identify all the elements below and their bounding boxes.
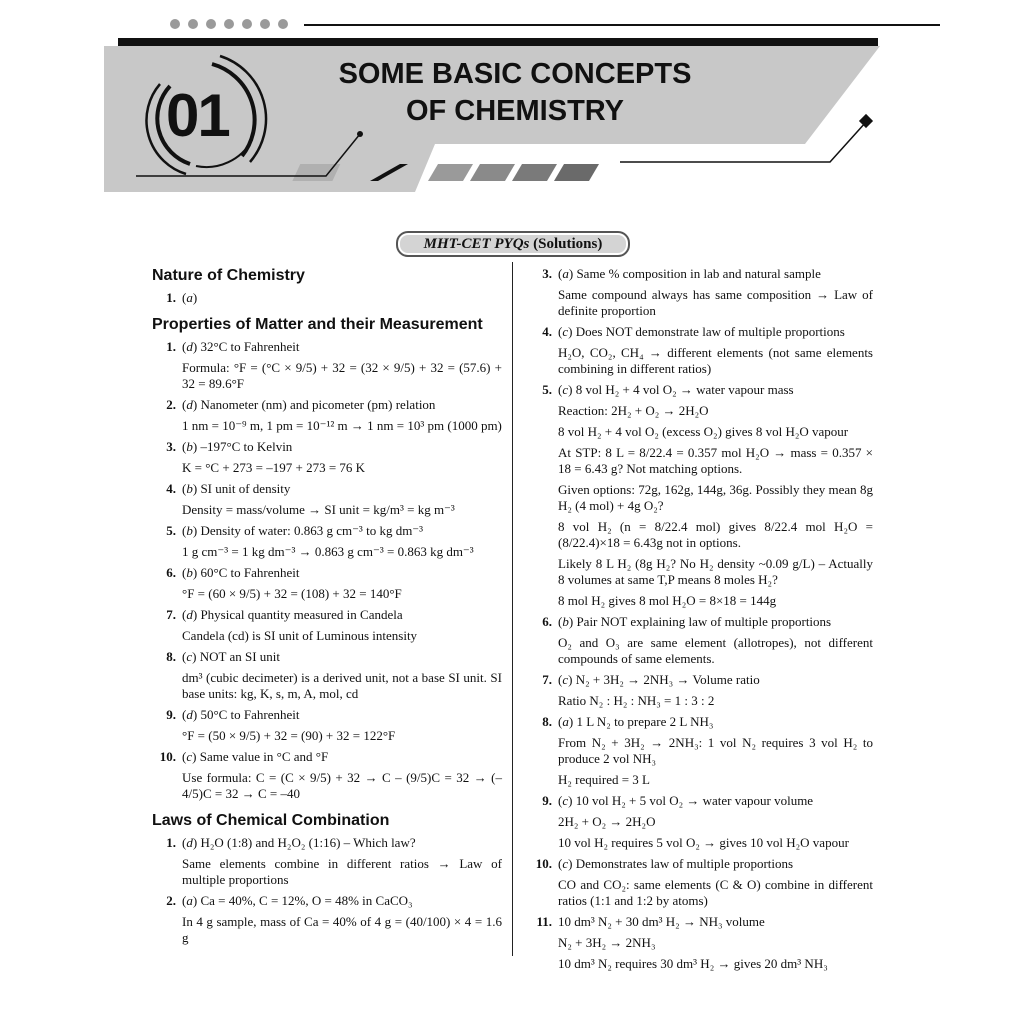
answer-question-text: 32°C to Fahrenheit (200, 339, 300, 354)
answer-item (528, 914, 873, 972)
answer-number: 2. (166, 397, 176, 412)
answer-question-text: Pair NOT explaining law of multiple proportions (576, 614, 832, 629)
header-dots (170, 19, 288, 29)
dot (242, 19, 252, 29)
answer-explanation: At STP: 8 L = 8/22.4 = 0.357 mol H₂O → mass = 0.357 × 18 = 6.43 g? Not matching options. (558, 445, 873, 476)
answer-number: 4. (166, 481, 176, 496)
answer-option: b (186, 523, 193, 538)
answer-item (152, 439, 502, 476)
answer-explanation: 10 dm³ N₂ requires 30 dm³ H₂ → gives 20 dm³ NH₃ (558, 956, 828, 971)
answer-item (152, 707, 502, 744)
answer-number: 3. (542, 266, 552, 281)
answer-item (152, 397, 502, 434)
answer-explanation: 1 nm = 10⁻⁹ m, 1 pm = 10⁻¹² m → 1 nm = 10³ pm (1000 pm) (182, 418, 502, 433)
answer-question: (b) SI unit of density (182, 481, 291, 496)
answer-question: (a) (182, 290, 198, 305)
answer-question-text: Does NOT demonstrate law of multiple proportions (575, 324, 845, 339)
banner-circuit-node (357, 131, 363, 137)
answer-question: (d) H₂O (1:8) and H₂O₂ (1:16) – Which law? (182, 835, 416, 850)
banner-circuit-node (859, 114, 873, 128)
dot (260, 19, 270, 29)
section-heading: Properties of Matter and their Measurement (152, 316, 483, 333)
answer-list (152, 339, 502, 802)
answer-number: 4. (542, 324, 552, 339)
answer-option: a (186, 893, 193, 908)
answer-explanation: 8 mol H₂ gives 8 mol H₂O = 8×18 = 144g (558, 593, 777, 608)
chapter-title (330, 56, 700, 130)
answer-question-text: N₂ + 3H₂ → 2NH₃ → Volume ratio (575, 672, 760, 687)
answer-question-text: 10 vol H₂ + 5 vol O₂ → water vapour volume (575, 793, 814, 808)
answer-explanation: N₂ + 3H₂ → 2NH₃ (558, 935, 656, 950)
answer-explanation: H₂O, CO₂, CH₄ → different elements (not same elements combining in different ratios) (558, 345, 873, 376)
answer-number: 6. (542, 614, 552, 629)
answer-explanation: 8 vol H₂ + 4 vol O₂ (excess O₂) gives 8 vol H₂O vapour (558, 424, 849, 439)
answer-item (152, 649, 502, 702)
answer-option: a (562, 714, 569, 729)
answer-question: (c) Demonstrates law of multiple proportions (558, 856, 794, 871)
answer-question-text: Same value in °C and °F (199, 749, 329, 764)
answer-item (528, 714, 873, 788)
answer-item (152, 835, 502, 888)
answer-question: (a) Same % composition in lab and natural sample (558, 266, 821, 281)
answer-option: b (562, 614, 569, 629)
section-heading: Laws of Chemical Combination (152, 812, 390, 829)
answer-explanation: H₂ required = 3 L (558, 772, 651, 787)
banner-stripe (470, 164, 515, 181)
left-column (152, 266, 502, 951)
dot (188, 19, 198, 29)
answer-explanation: Same compound always has same composition → Law of definite proportion (558, 287, 873, 318)
answer-item (152, 893, 502, 946)
answer-explanation: Given options: 72g, 162g, 144g, 36g. Possibly they mean 8g H₂ (4 mol) + 4g O₂? (558, 482, 873, 513)
dot (224, 19, 234, 29)
answer-list (152, 290, 502, 306)
answer-question-text: Ca = 40%, C = 12%, O = 48% in CaCO₃ (200, 893, 413, 908)
dot (278, 19, 288, 29)
answer-question: (d) Physical quantity measured in Candela (182, 607, 403, 622)
answer-item (528, 793, 873, 851)
answer-number: 9. (166, 707, 176, 722)
answer-list (152, 835, 502, 946)
answer-question: (c) N₂ + 3H₂ → 2NH₃ → Volume ratio (558, 672, 760, 687)
answer-question-text: Density of water: 0.863 g cm⁻³ to kg dm⁻³ (200, 523, 424, 538)
header-rule (304, 24, 940, 26)
answer-explanation: Same elements combine in different ratios → Law of multiple proportions (182, 856, 502, 887)
answer-explanation: Reaction: 2H₂ + O₂ → 2H₂O (558, 403, 709, 418)
answer-question: (b) 60°C to Fahrenheit (182, 565, 300, 580)
answer-number: 7. (166, 607, 176, 622)
answer-option: d (186, 835, 193, 850)
answer-number: 10. (159, 749, 176, 764)
answer-item (152, 339, 502, 392)
right-column (528, 266, 873, 977)
answer-question: (c) Same value in °C and °F (182, 749, 329, 764)
answer-item (152, 749, 502, 802)
chapter-title-line1: SOME BASIC CONCEPTS (338, 58, 692, 90)
answer-option: c (562, 382, 569, 397)
answer-option: b (186, 565, 193, 580)
answer-option: c (562, 856, 569, 871)
answer-option: c (562, 672, 569, 687)
answer-item (152, 290, 502, 306)
answer-number: 8. (542, 714, 552, 729)
answer-explanation: From N₂ + 3H₂ → 2NH₃: 1 vol N₂ requires 3 vol H₂ to produce 2 vol NH₃ (558, 735, 873, 766)
answer-explanation: °F = (50 × 9/5) + 32 = (90) + 32 = 122°F (182, 728, 396, 743)
answer-number: 8. (166, 649, 176, 664)
answer-option: c (186, 749, 193, 764)
answer-question: (d) 50°C to Fahrenheit (182, 707, 300, 722)
answer-explanation: O₂ and O₃ are same element (allotropes), not different compounds of same elements. (558, 635, 873, 666)
answer-explanation: Density = mass/volume → SI unit = kg/m³ = kg m⁻³ (182, 502, 455, 517)
answer-question: (d) 32°C to Fahrenheit (182, 339, 300, 354)
section-heading: Nature of Chemistry (152, 267, 305, 284)
answer-question: (c) Does NOT demonstrate law of multiple proportions (558, 324, 845, 339)
answer-item (528, 856, 873, 909)
answer-number: 5. (166, 523, 176, 538)
answer-number: 2. (166, 893, 176, 908)
answer-question-text: H₂O (1:8) and H₂O₂ (1:16) – Which law? (200, 835, 416, 850)
answer-explanation: Likely 8 L H₂ (8g H₂? No H₂ density ~0.09 g/L) – Actually 8 volumes at same T,P means 8 moles H₂? (558, 556, 873, 587)
answer-item (528, 672, 873, 709)
answer-number: 3. (166, 439, 176, 454)
answer-question-text: Same % composition in lab and natural sample (576, 266, 821, 281)
answer-question: (c) 8 vol H₂ + 4 vol O₂ → water vapour mass (558, 382, 794, 397)
answer-question: (a) Ca = 40%, C = 12%, O = 48% in CaCO₃ (182, 893, 413, 908)
answer-explanation: dm³ (cubic decimeter) is a derived unit, not a base SI unit. SI base units: kg, K, s, m, A, mol, cd (182, 670, 502, 701)
answer-explanation: Use formula: C = (C × 9/5) + 32 → C – (9/5)C = 32 → (–4/5)C = 32 → C = –40 (182, 770, 502, 801)
answer-question-text: SI unit of density (200, 481, 291, 496)
answer-option: c (562, 324, 569, 339)
answer-question-text: NOT an SI unit (199, 649, 281, 664)
banner-stripe (554, 164, 599, 181)
answer-explanation: 8 vol H₂ (n = 8/22.4 mol) gives 8/22.4 mol H₂O = (8/22.4)×18 = 6.43g not in options. (558, 519, 873, 550)
answer-question (558, 914, 873, 930)
answer-item (152, 565, 502, 602)
answer-question-text: –197°C to Kelvin (200, 439, 293, 454)
answer-question-text: 8 vol H₂ + 4 vol O₂ → water vapour mass (575, 382, 794, 397)
answer-question: (b) –197°C to Kelvin (182, 439, 293, 454)
chapter-title-line2: OF CHEMISTRY (405, 95, 625, 127)
answer-explanation: In 4 g sample, mass of Ca = 40% of 4 g = (40/100) × 4 = 1.6 g (182, 914, 502, 945)
answer-option: a (562, 266, 569, 281)
answer-option: a (186, 290, 193, 305)
answer-item (528, 614, 873, 667)
answer-item (528, 382, 873, 609)
answer-number: 10. (535, 856, 552, 871)
answer-question-text: 60°C to Fahrenheit (200, 565, 300, 580)
column-divider (512, 262, 513, 956)
answer-question: (b) Density of water: 0.863 g cm⁻³ to kg dm⁻³ (182, 523, 424, 538)
answer-option: d (186, 707, 193, 722)
answer-item (152, 523, 502, 560)
answer-question: (d) Nanometer (nm) and picometer (pm) relation (182, 397, 436, 412)
answer-option: c (562, 793, 569, 808)
answer-explanation: K = °C + 273 = –197 + 273 = 76 K (182, 460, 366, 475)
answer-explanation: 1 g cm⁻³ = 1 kg dm⁻³ → 0.863 g cm⁻³ = 0.863 kg dm⁻³ (182, 544, 474, 559)
chapter-number: 01 (166, 82, 229, 149)
banner-stripe (512, 164, 557, 181)
answer-number: 7. (542, 672, 552, 687)
answer-option: b (186, 439, 193, 454)
answer-explanation: Ratio N₂ : H₂ : NH₃ = 1 : 3 : 2 (558, 693, 715, 708)
answer-explanation: 2H₂ + O₂ → 2H₂O (558, 814, 656, 829)
answer-number: 1. (166, 339, 176, 354)
answer-explanation: °F = (60 × 9/5) + 32 = (108) + 32 = 140°F (182, 586, 402, 601)
banner-stripe (428, 164, 473, 181)
answer-item (528, 266, 873, 319)
answer-number: 5. (542, 382, 552, 397)
answer-question: (c) 10 vol H₂ + 5 vol O₂ → water vapour volume (558, 793, 814, 808)
dot (206, 19, 216, 29)
badge-text: MHT-CET PYQs (423, 236, 530, 252)
answer-option: d (186, 607, 193, 622)
answer-number: 9. (542, 793, 552, 808)
badge-paren: (Solutions) (533, 236, 603, 252)
answer-question-text: 10 dm³ N₂ + 30 dm³ H₂ → NH₃ volume (558, 914, 765, 929)
answer-list (528, 266, 873, 972)
answer-explanation: Candela (cd) is SI unit of Luminous intensity (182, 628, 418, 643)
answer-number: 11. (536, 914, 552, 929)
dot (170, 19, 180, 29)
answer-number: 6. (166, 565, 176, 580)
answer-explanation: CO and CO₂: same elements (C & O) combine in different ratios (1:1 and 1:2 by atoms) (558, 877, 873, 908)
answer-item (152, 607, 502, 644)
answer-item (152, 481, 502, 518)
answer-question-text: 1 L N₂ to prepare 2 L NH₃ (576, 714, 714, 729)
answer-explanation: Formula: °F = (°C × 9/5) + 32 = (32 × 9/5) + 32 = (57.6) + 32 = 89.6°F (182, 360, 502, 391)
answer-item (528, 324, 873, 377)
answer-question-text: 50°C to Fahrenheit (200, 707, 300, 722)
answer-number: 1. (166, 835, 176, 850)
answer-question-text: Physical quantity measured in Candela (200, 607, 403, 622)
answer-option: b (186, 481, 193, 496)
answer-question-text: Demonstrates law of multiple proportions (575, 856, 794, 871)
answer-explanation: 10 vol H₂ requires 5 vol O₂ → gives 10 vol H₂O vapour (558, 835, 849, 850)
answer-option: d (186, 397, 193, 412)
answer-option: c (186, 649, 193, 664)
solutions-badge (396, 231, 630, 257)
answer-number: 1. (166, 290, 176, 305)
answer-question: (c) NOT an SI unit (182, 649, 281, 664)
answer-question: (a) 1 L N₂ to prepare 2 L NH₃ (558, 714, 714, 729)
answer-question-text: Nanometer (nm) and picometer (pm) relation (200, 397, 436, 412)
answer-question: (b) Pair NOT explaining law of multiple proportions (558, 614, 832, 629)
answer-option: d (186, 339, 193, 354)
